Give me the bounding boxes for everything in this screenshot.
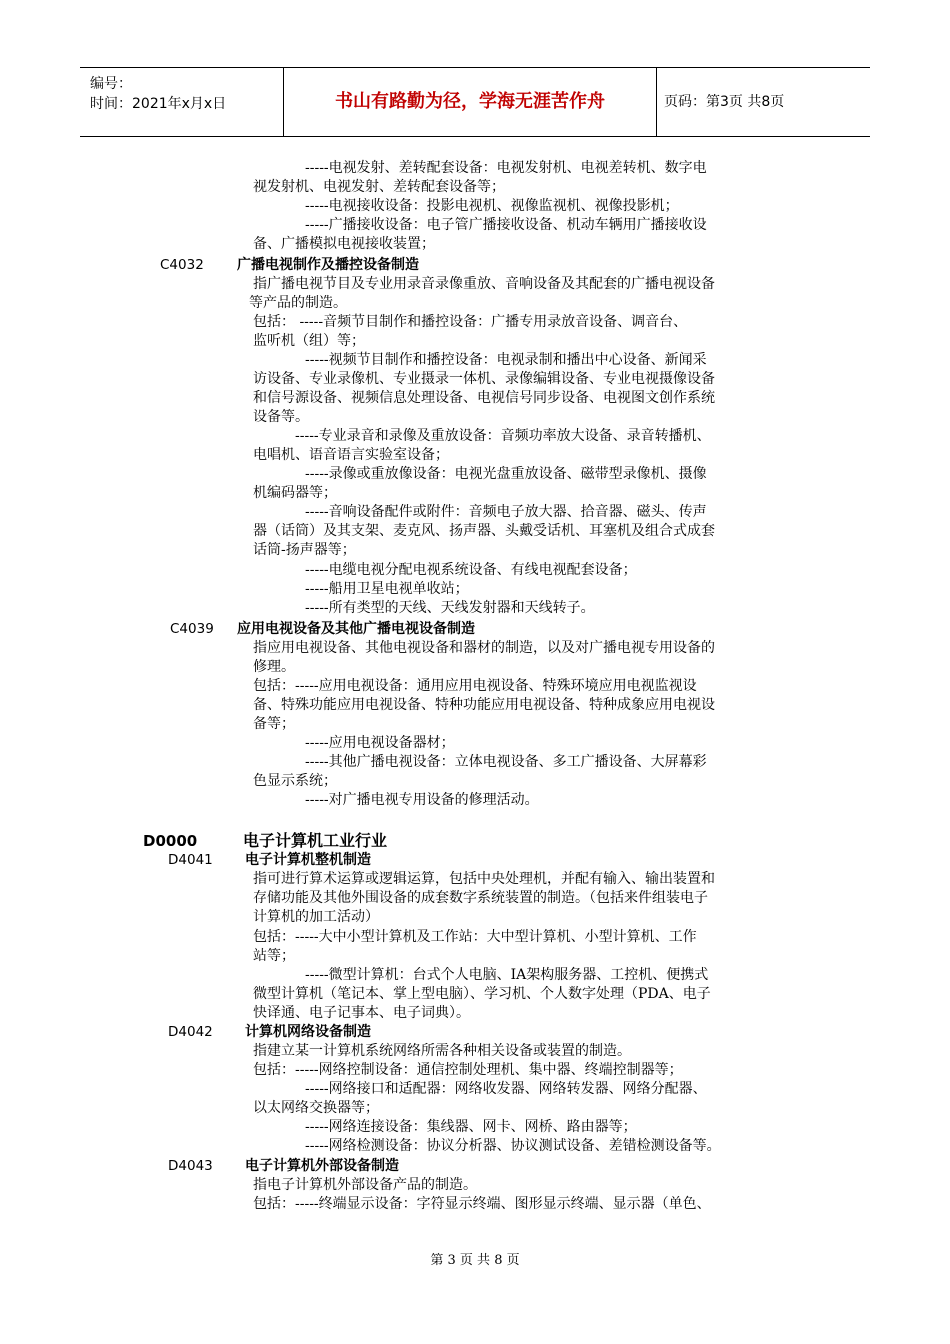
body-line: -----网络检测设备：协议分析器、协议测试设备、差错检测设备等。 [305,1138,721,1154]
body-line: 指建立某一计算机系统网络所需各种相关设备或装置的制造。 [253,1043,631,1059]
section-code: D4042 [168,1024,213,1040]
body-line: 访设备、专业录像机、专业摄录一体机、录像编辑设备、专业电视摄像设备 [253,371,715,387]
body-line: 包括：-----终端显示设备：字符显示终端、图形显示终端、显示器（单色、 [253,1196,711,1212]
body-line: -----所有类型的天线、天线发射器和天线转子。 [305,600,595,616]
body-line: 色显示系统； [253,773,337,789]
page-footer: 第 3 页 共 8 页 [430,1253,520,1268]
body-line: 设备等。 [253,409,309,425]
page-header [80,67,870,137]
body-line: -----专业录音和录像及重放设备：音频功率放大设备、录音转播机、 [295,428,711,444]
body-line: 包括：-----网络控制设备：通信控制处理机、集中器、终端控制器等； [253,1062,683,1078]
body-line: 监听机（组）等； [253,333,365,349]
section-code: C4039 [170,621,214,637]
section-code: D4041 [168,852,213,868]
body-line: -----视频节目制作和播控设备：电视录制和播出中心设备、新闻采 [305,352,707,368]
body-line: 指可进行算术运算或逻辑运算，包括中央处理机，并配有输入、输出装置和 [253,871,715,887]
section-code: D4043 [168,1158,213,1174]
body-line: 备、特殊功能应用电视设备、特种功能应用电视设备、特种成象应用电视设 [253,697,715,713]
body-line: -----其他广播电视设备：立体电视设备、多工广播设备、大屏幕彩 [305,754,707,770]
body-line: 包括： -----音频节目制作和播控设备：广播专用录放音设备、调音台、 [253,314,688,330]
body-line: 备、广播模拟电视接收装置； [253,236,435,252]
body-line: 指广播电视节目及专业用录音录像重放、音响设备及其配套的广播电视设备 [253,276,715,292]
section-title: 应用电视设备及其他广播电视设备制造 [237,621,475,637]
body-line: -----对广播电视专用设备的修理活动。 [305,792,539,808]
body-line: 包括：-----应用电视设备：通用应用电视设备、特殊环境应用电视监视设 [253,678,697,694]
section-title: 计算机网络设备制造 [245,1024,371,1040]
body-line: -----广播接收设备：电子管广播接收设备、机动车辆用广播接收设 [305,217,707,233]
header-page-code: 页码：第3页 共8页 [664,94,785,110]
body-line: 和信号源设备、视频信息处理设备、电视信号同步设备、电视图文创作系统 [253,390,715,406]
header-meta [80,68,284,136]
body-line: 存储功能及其他外围设备的成套数字系统装置的制造。（包括来件组装电子 [253,890,708,906]
body-line: 修理。 [253,659,295,675]
body-line: -----电视接收设备：投影电视机、视像监视机、视像投影机； [305,198,679,214]
doc-number-label: 编号： [90,76,132,92]
body-line: 站等； [253,948,295,964]
body-line: 机编码器等； [253,485,337,501]
body-line: -----电视发射、差转配套设备：电视发射机、电视差转机、数字电 [305,160,707,176]
body-line: -----电缆电视分配电视系统设备、有线电视配套设备； [305,562,637,578]
section-title: 电子计算机外部设备制造 [245,1158,399,1174]
body-line: 视发射机、电视发射、差转配套设备等； [253,179,505,195]
body-line: 电唱机、语音语言实验室设备； [253,447,449,463]
body-line: 包括：-----大中小型计算机及工作站：大中型计算机、小型计算机、工作 [253,929,697,945]
section-title: 广播电视制作及播控设备制造 [237,257,419,273]
body-line: -----应用电视设备器材； [305,735,455,751]
body-line: 指应用电视设备、其他电视设备和器材的制造，以及对广播电视专用设备的 [253,640,715,656]
body-line: 等产品的制造。 [249,295,347,311]
body-line: -----网络接口和适配器：网络收发器、网络转发器、网络分配器、 [305,1081,707,1097]
body-line: -----录像或重放像设备：电视光盘重放设备、磁带型录像机、摄像 [305,466,707,482]
section-title: 电子计算机整机制造 [245,852,371,868]
body-line: -----音响设备配件或附件：音频电子放大器、拾音器、磁头、传声 [305,504,707,520]
body-line: 备等； [253,716,295,732]
header-motto: 书山有路勤为径，学海无涯苦作舟 [284,68,657,136]
body-line: 指电子计算机外部设备产品的制造。 [253,1177,477,1193]
section-title: 电子计算机工业行业 [243,831,388,850]
body-line: -----微型计算机：台式个人电脑、IA架构服务器、工控机、便携式 [305,967,709,983]
body-line: 以太网络交换器等； [253,1100,379,1116]
body-line: -----网络连接设备：集线器、网卡、网桥、路由器等； [305,1119,637,1135]
body-line: -----船用卫星电视单收站； [305,581,469,597]
section-code: D0000 [143,832,198,850]
body-line: 计算机的加工活动） [253,909,379,925]
body-line: 话筒-扬声器等； [253,542,356,558]
doc-time-label: 时间：2021年x月x日 [90,96,227,112]
body-line: 快译通、电子记事本、电子词典）。 [253,1005,470,1021]
body-line: 微型计算机（笔记本、掌上型电脑）、学习机、个人数字处理（PDA、电子 [253,986,711,1002]
section-code: C4032 [160,257,204,273]
body-line: 器（话筒）及其支架、麦克风、扬声器、头戴受话机、耳塞机及组合式成套 [253,523,715,539]
